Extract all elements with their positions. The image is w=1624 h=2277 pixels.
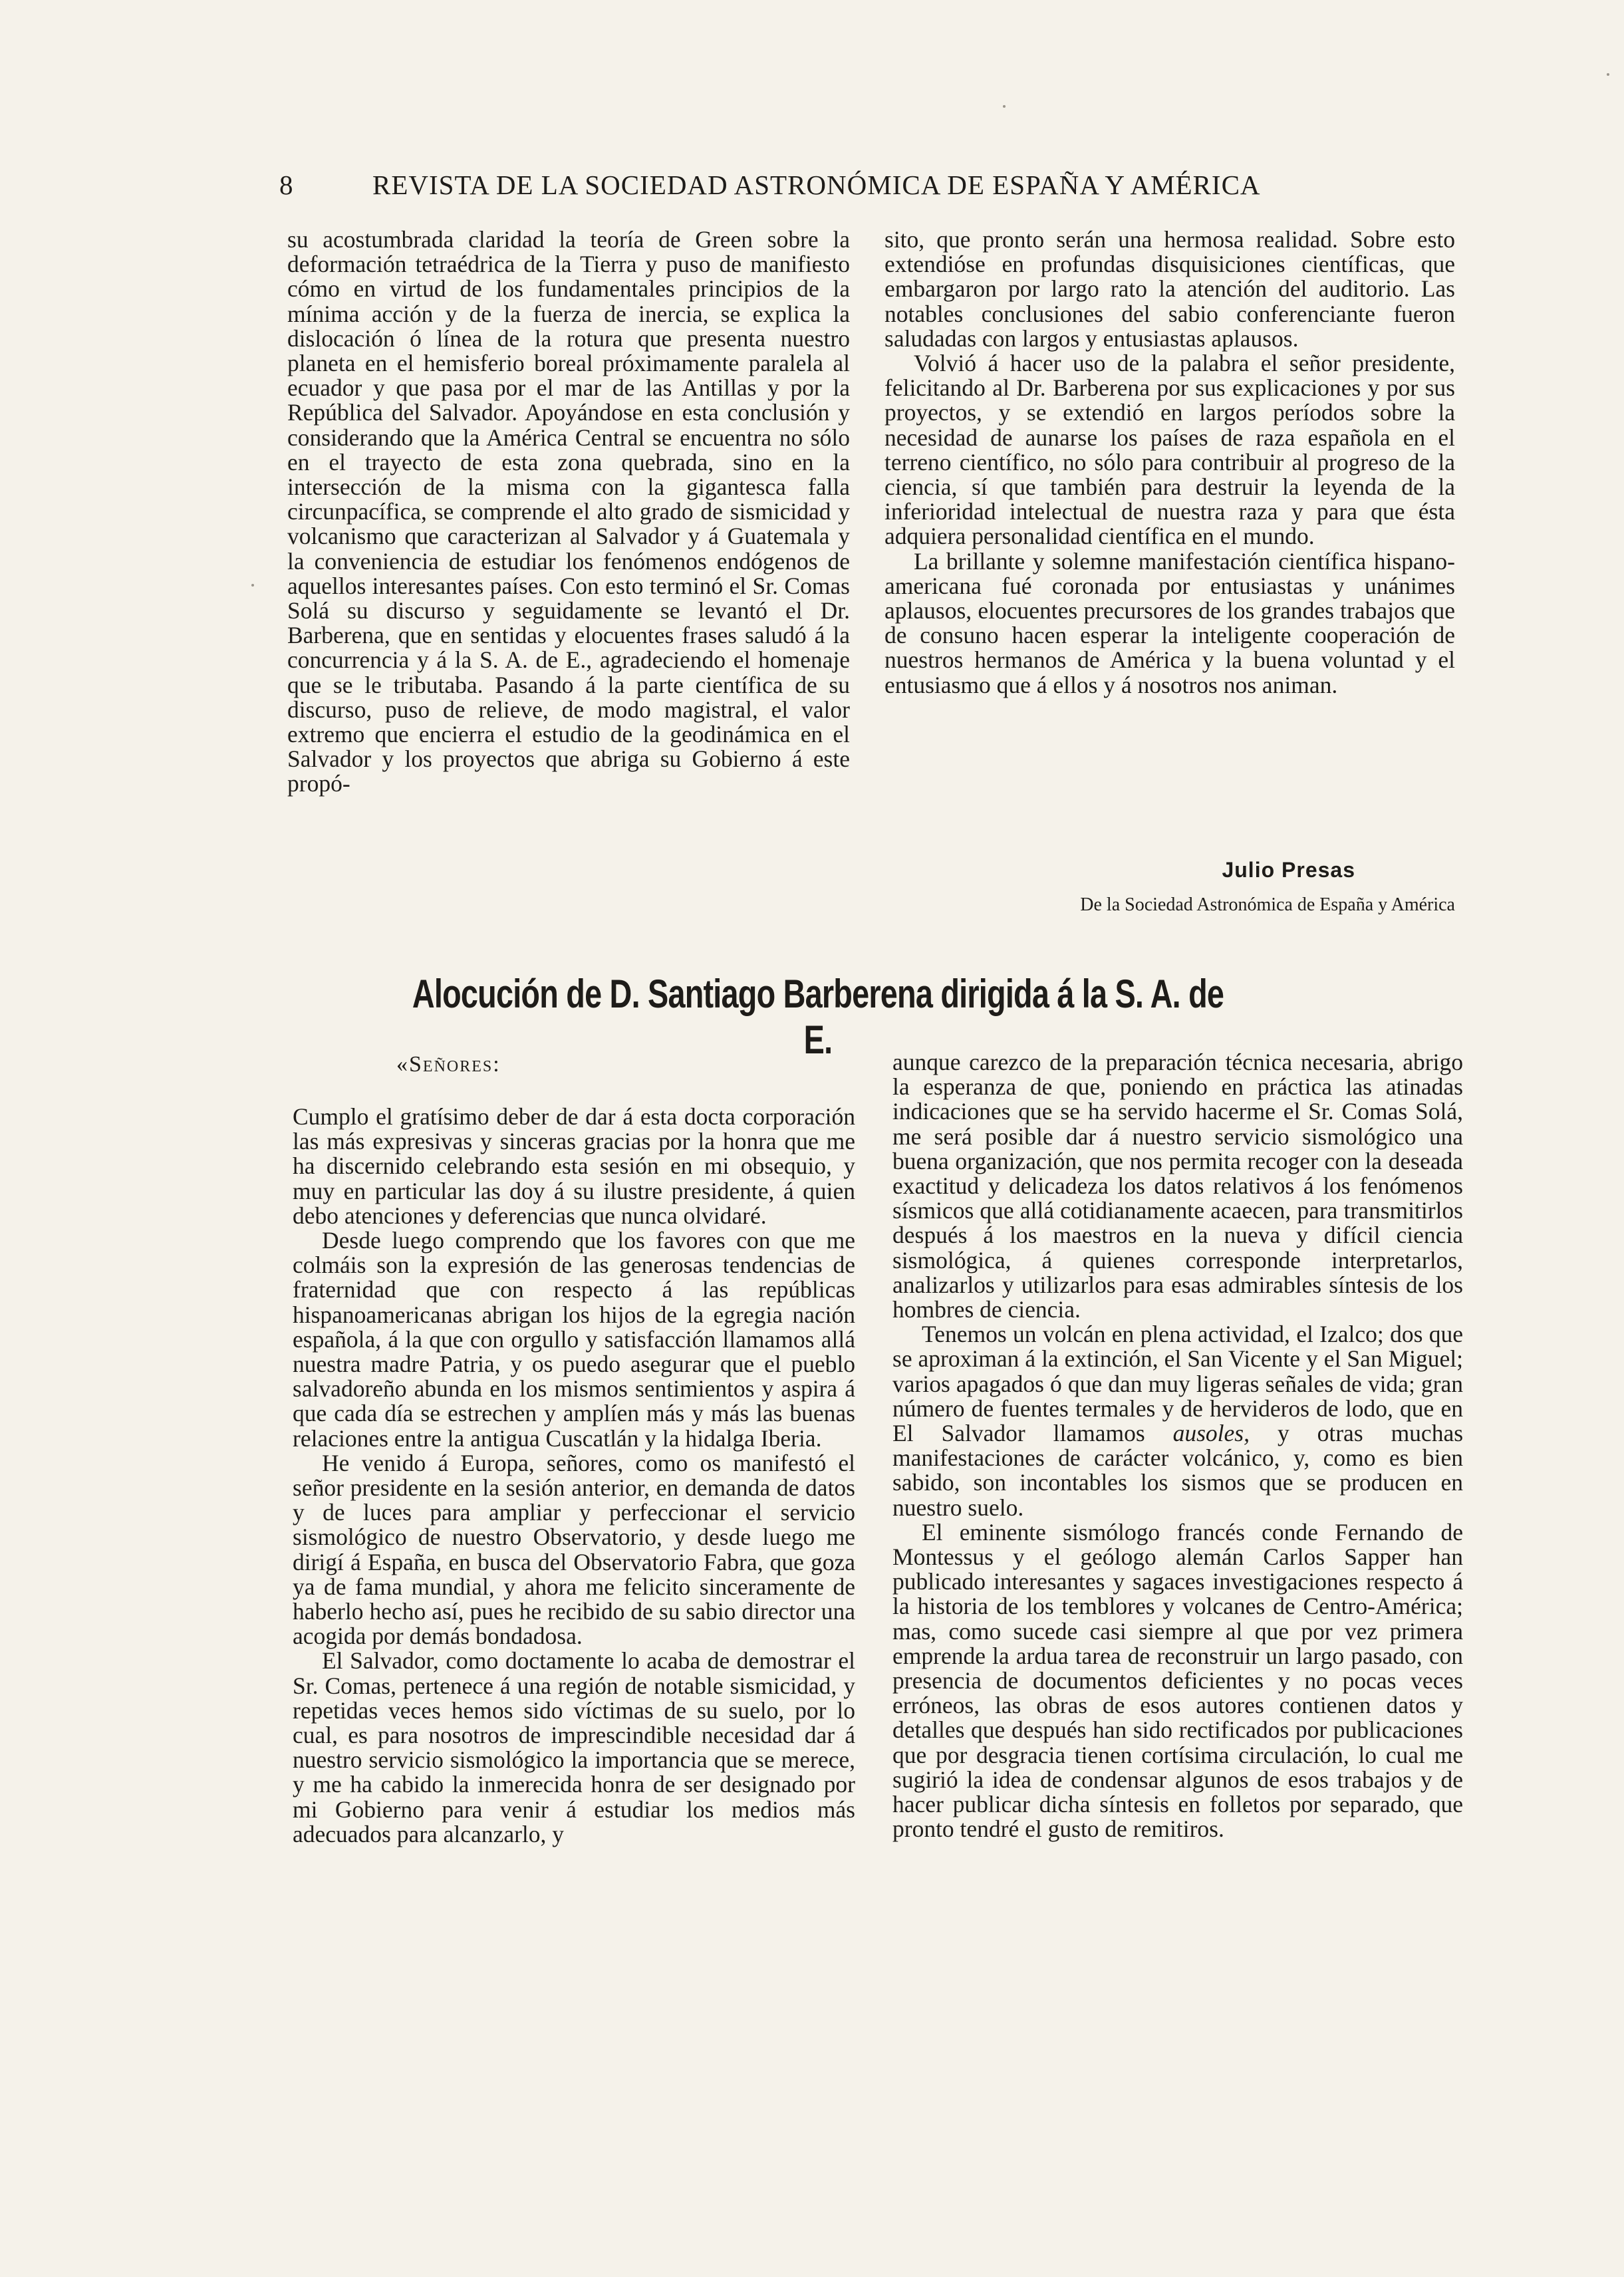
signature-block: [884, 858, 1455, 916]
text-run: y otras muchas manifestaciones de carácter volcánico, y, como es bien sabido, son incontables los sismos que se producen en nuestro suelo.: [892, 1420, 1464, 1521]
bottom-left-column: [293, 1105, 855, 1847]
paragraph: [892, 1322, 1463, 1520]
paragraph: su acostumbrada claridad la teoría de Green sobre la deformación tetraédrica de la Tierra y puso de manifiesto cómo en virtud de los fundamentales principios de la mínima acción y de la fuerza de inercia, se explica la dislocación ó línea de la rotura que presenta nuestro planeta en el hemisferio boreal próximamente paralela al ecuador y que pasa por el mar de las Antillas y por la República del Salvador. Apoyándose en esta conclusión y considerando que la América Central se encuentra no sólo en el trayecto de esta zona quebrada, sino en la intersección de la misma con la gigantesca falla circunpacífica, se comprende el alto grado de sismicidad y volcanismo que caracterizan al Salvador y á Guatemala y la conveniencia de estudiar los fenómenos endógenos de aquellos interesantes países. Con esto terminó el Sr. Comas Solá su discurso y seguidamente se levantó el Dr. Barberena, que en sentidas y elocuentes frases saludó á la concurrencia y á la S. A. de E., agradeciendo el homenaje que se le tributaba. Pasando á la parte científica de su discurso, puso de relieve, de modo magistral, el valor extremo que encierra el estudio de la geodinámica en el Salvador y los proyectos que abriga su Gobierno á este propó-: [287, 226, 850, 797]
paragraph: Desde luego comprendo que los favores con que me colmáis son la expresión de las generosas tendencias de fraternidad que con respecto á las repúblicas hispanoamericanas abrigan los hijos de la egregia nación española, á la que con orgullo y satisfacción llamamos allá nuestra madre Patria, y os puedo asegurar que el pueblo salvadoreño abunda en los mismos sentimientos y aspira á que cada día se estrechen y amplíen más y más las buenas relaciones entre la antigua Cuscatlán y la hidalga Iberia.: [293, 1227, 855, 1452]
open-quote: «: [396, 1052, 409, 1077]
paragraph: Volvió á hacer uso de la palabra el señor presidente, felicitando al Dr. Barberena por sus explicaciones y por sus proyectos, y se extendió en largos períodos sobre la necesidad de aunarse los países de raza española en el terreno científico, no sólo para contribuir al progreso de la ciencia, sí que también para destruir la leyenda de la inferioridad intelectual de nuestra raza y para que ésta adquiera personalidad científica en el mundo.: [884, 350, 1455, 550]
print-speck: [1607, 73, 1609, 76]
paragraph: Cumplo el gratísimo deber de dar á esta docta corporación las más expresivas y sinceras gracias por la honra que me ha discernido celebrando esta sesión en mi obsequio, y muy en particular las doy á su ilustre presidente, á quien debo atenciones y deferencias que nunca olvidaré.: [293, 1103, 855, 1229]
journal-title: REVISTA DE LA SOCIEDAD ASTRONÓMICA DE ESPAÑA Y AMÉRICA: [372, 170, 1261, 200]
paragraph: La brillante y solemne manifestación científica hispano-americana fué coronada por entusiastas y unánimes aplausos, elocuentes precursores de los grandes trabajos que de consuno hacen esperar la inteligente cooperación de nuestros hermanos de América y la buena voluntad y el entusiasmo que á ellos y á nosotros nos animan.: [884, 547, 1455, 698]
print-speck: [1003, 105, 1006, 108]
page-number: 8: [279, 170, 294, 200]
paragraph: El eminente sismólogo francés conde Fernando de Montessus y el geólogo alemán Carlos Sapper han publicado interesantes y sagaces investigaciones respecto á la historia de los temblores y volcanes de Centro-América; mas, como sucede casi siempre al que por vez primera emprende la ardua tarea de reconstruir un largo pasado, con presencia de documentos deficientes y no pocas veces erróneos, las obras de esos autores contienen datos y detalles que después han sido rectificados por publicaciones que por desgracia tienen cortísima circulación, lo cual me sugirió la idea de condensar algunos de esos trabajos y de hacer publicar dicha síntesis en folletos por separado, que pronto tendré el gusto de remitiros.: [892, 1518, 1463, 1843]
paragraph: sito, que pronto serán una hermosa realidad. Sobre esto extendióse en profundas disquisiciones científicas, que embargaron por largo rato la atención del auditorio. Las notables conclusiones del sabio conferenciante fueron saludadas con largos y entusiastas aplausos.: [884, 226, 1455, 352]
salutation-colon: :: [493, 1052, 501, 1077]
bottom-right-column: [892, 1050, 1463, 1842]
paragraph: El Salvador, como doctamente lo acaba de demostrar el Sr. Comas, pertenece á una región de notable sismicidad, y repetidas veces hemos sido víctimas de su suelo, por lo cual, es para nosotros de imprescindible necesidad dar á nuestro servicio sismológico la importancia que se merece, y me ha cabido la inmerecida honra de ser designado por mi Gobierno para venir á estudiar los medios más adecuados para alcanzarlo, y: [293, 1647, 855, 1847]
text-run: Tenemos un volcán en plena actividad, el Izalco; dos que se aproximan á la extinción, el San Vicente y el San Miguel; varios apagados ó que dan muy ligeras señales de vida; gran número de fuentes termales y de hervideros de lodo, que en El Salvador llamamos: [892, 1321, 1463, 1447]
paragraph: aunque carezco de la preparación técnica necesaria, abrigo la esperanza de que, poniendo en práctica las atinadas indicaciones que se ha servido hacerme el Sr. Comas Solá, me será posible dar á nuestro servicio sismológico una buena organización, que nos permita recoger con la deseada exactitud y delicadeza los datos relativos á los fenómenos sísmicos que allá cotidianamente acaecen, para transmitirlos después á los maestros en la nueva y difícil ciencia sismológica, á quienes corresponde interpretarlos, analizarlos y utilizarlos para esas admirables síntesis de los hombres de ciencia.: [892, 1049, 1463, 1323]
top-left-column: [287, 227, 850, 797]
top-right-column: [884, 227, 1455, 698]
paragraph: He venido á Europa, señores, como os manifestó el señor presidente en la sesión anterior, en demanda de datos y de luces para ampliar y perfeccionar el servicio sismológico de nuestro Observatorio, y desde luego me dirigí á España, en busca del Observatorio Fabra, que goza ya de fama mundial, y ahora me felicito sinceramente de haberlo hecho así, pues he recibido de su sabio director una acogida por demás bondadosa.: [293, 1449, 855, 1650]
author-name: Julio Presas: [1222, 858, 1355, 882]
author-affiliation: De la Sociedad Astronómica de España y América: [1080, 894, 1455, 915]
print-speck: [251, 584, 254, 587]
salutation: [396, 1052, 501, 1077]
salutation-word: Señores: [409, 1052, 493, 1077]
italic-term: ausoles,: [1172, 1420, 1250, 1447]
running-head: [279, 165, 1357, 205]
article-title: Alocución de D. Santiago Barberena dirigida á la S. A. de E.: [412, 972, 1224, 1062]
